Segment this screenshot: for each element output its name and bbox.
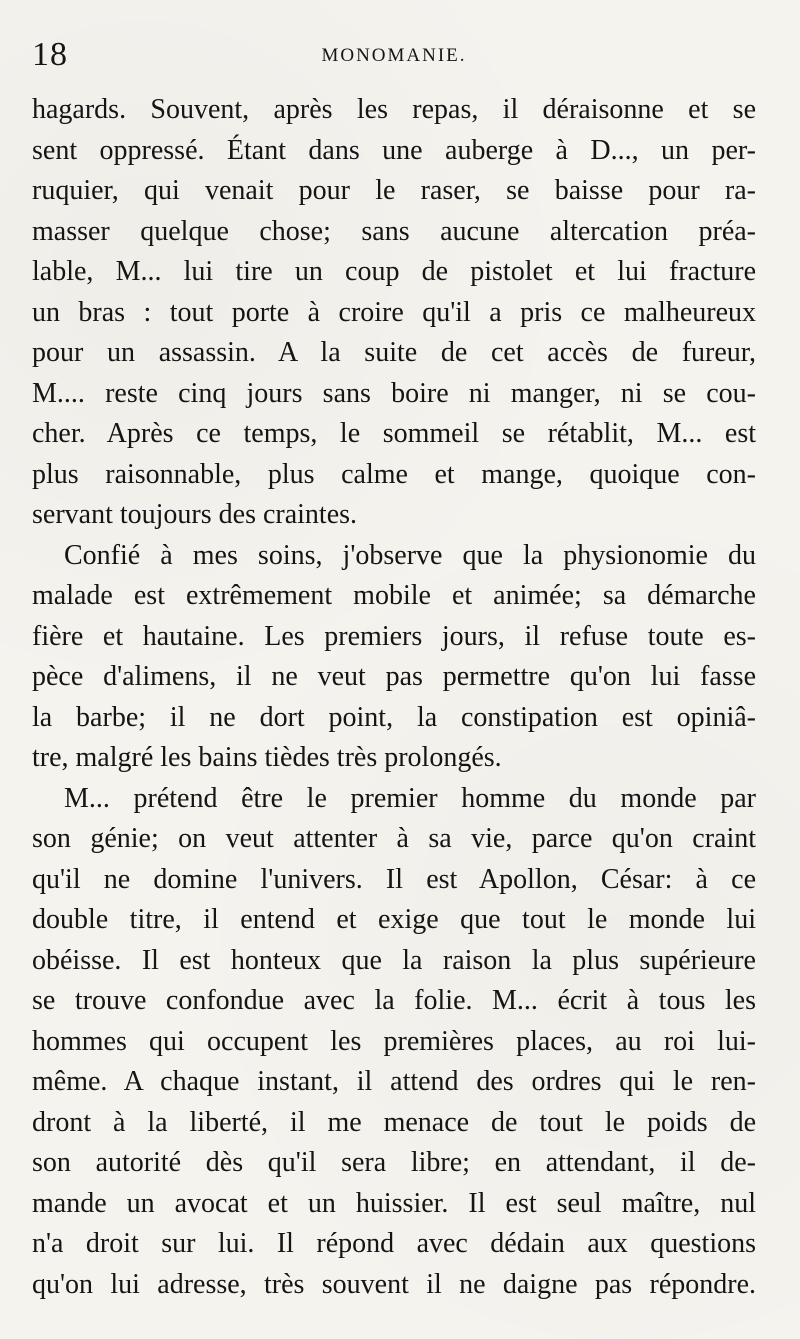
text-line: mande un avocat et un huissier. Il est seul maître, nul [32, 1187, 756, 1219]
text-line: M... prétend être le premier homme du monde par [64, 782, 756, 814]
text-line: servant toujours des craintes. [32, 499, 358, 530]
running-header [32, 28, 756, 86]
text-line: cher. Après ce temps, le sommeil se rétablit, M... est [32, 418, 756, 449]
text-line: la barbe; il ne dort point, la constipation est opiniâ- [32, 701, 756, 733]
text-line: sent oppressé. Étant dans une auberge à D..., un per- [32, 134, 756, 166]
text-line: fière et hautaine. Les premiers jours, il refuse toute es- [32, 620, 756, 652]
text-line: se trouve confondue avec la folie. M... écrit à tous les [32, 985, 756, 1016]
text-line: ruquier, qui venait pour le raser, se baisse pour ra- [32, 175, 756, 206]
text-line: hommes qui occupent les premières places, au roi lui- [32, 1025, 756, 1057]
text-line: dront à la liberté, il me menace de tout le poids de [32, 1106, 756, 1138]
text-line: Confié à mes soins, j'observe que la physionomie du [64, 539, 756, 571]
text-line: un bras : tout porte à croire qu'il a pris ce malheureux [32, 296, 756, 328]
text-line: son génie; on veut attenter à sa vie, parce qu'on craint [32, 823, 756, 854]
text-line: tre, malgré les bains tièdes très prolongés. [32, 742, 502, 773]
page-number: 18 [32, 36, 68, 73]
text-line: n'a droit sur lui. Il répond avec dédain aux questions [32, 1228, 756, 1259]
text-line: obéisse. Il est honteux que la raison la plus supérieure [32, 944, 756, 976]
text-line: pour un assassin. A la suite de cet accès de fureur, [32, 337, 756, 368]
text-line: double titre, il entend et exige que tout le monde lui [32, 904, 756, 935]
text-line: qu'on lui adresse, très souvent il ne daigne pas répondre. [32, 1268, 756, 1300]
text-line: plus raisonnable, plus calme et mange, quoique con- [32, 458, 756, 490]
text-line: qu'il ne domine l'univers. Il est Apollon, César: à ce [32, 863, 756, 895]
text-line: lable, M... lui tire un coup de pistolet et lui fracture [32, 256, 756, 287]
text-line: hagards. Souvent, après les repas, il déraisonne et se [32, 94, 756, 125]
text-line: masser quelque chose; sans aucune altercation préa- [32, 215, 756, 247]
text-line: M.... reste cinq jours sans boire ni manger, ni se cou- [32, 377, 756, 409]
text-line: même. A chaque instant, il attend des ordres qui le ren- [32, 1066, 756, 1097]
text-line: malade est extrêmement mobile et animée; sa démarche [32, 580, 756, 611]
page-body-text [32, 90, 756, 1305]
text-line: son autorité dès qu'il sera libre; en attendant, il de- [32, 1147, 756, 1178]
text-line: pèce d'alimens, il ne veut pas permettre qu'on lui fasse [32, 661, 756, 692]
running-title: MONOMANIE. [321, 45, 467, 66]
